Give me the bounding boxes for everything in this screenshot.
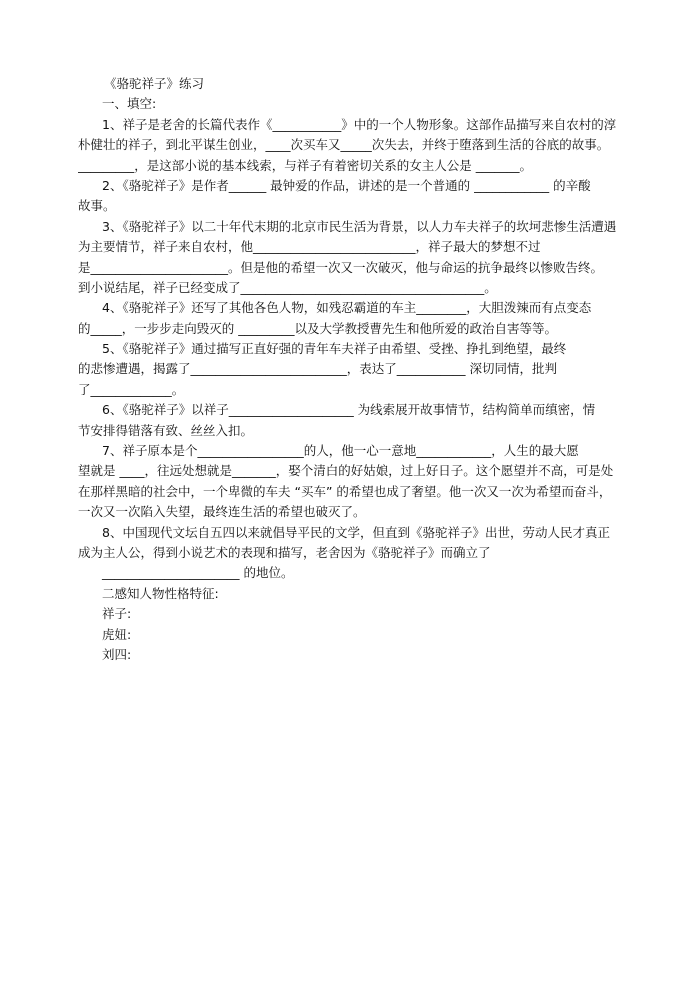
- question-4: [78, 298, 638, 339]
- document-title: 《骆驼祥子》练习: [104, 76, 205, 91]
- question-3-line-2: 为主要情节，祥子来自农村，他__________________________，祥子最大的梦想不过: [78, 239, 541, 255]
- question-5: [78, 339, 638, 400]
- question-6: [78, 400, 638, 441]
- question-7-line-1: 7、祥子原本是个_________________的人，他一心一意地____________，人生的最大愿: [102, 443, 579, 459]
- question-1-line-3: _________，是这部小说的基本线索，与祥子有着密切关系的女主人公是 _______。: [78, 157, 532, 173]
- question-4-line-1: 4、《骆驼祥子》还写了其他各色人物，如残忍霸道的车主________，大胆泼辣而有点变态: [102, 300, 592, 316]
- question-6-line-1: 6、《骆驼祥子》以祥子____________________ 为线索展开故事情节，结构简单而缜密，情: [102, 402, 596, 418]
- character-huniu: 虎妞:: [102, 626, 132, 642]
- question-6-line-2: 节安排得错落有致、丝丝入扣。: [78, 422, 254, 438]
- question-3-line-4: 到小说结尾，祥子已经变成了_______________________________________。: [78, 279, 497, 295]
- question-2-line-2: 故事。: [78, 198, 116, 214]
- question-7-line-4: 一次又一次陷入失望，最终连生活的希望也破灭了。: [78, 504, 366, 520]
- question-7: [78, 441, 638, 523]
- question-8-line-2: 成为主人公，得到小说艺术的表现和描写，老舍因为《骆驼祥子》而确立了: [78, 544, 491, 560]
- character-xiangzi: 祥子:: [102, 606, 132, 622]
- question-3: [78, 217, 638, 299]
- question-7-line-3: 在那样黑暗的社会中，一个卑微的车夫 “买车” 的希望也成了奢望。他一次又一次为希望而奋斗，: [78, 483, 612, 499]
- question-1: [78, 115, 638, 176]
- question-2: [78, 176, 638, 217]
- question-3-line-3: 是______________________。但是他的希望一次又一次破灭，他与命运的抗争最终以惨败告终。: [78, 259, 604, 275]
- section-heading-fill-in: 一、填空:: [102, 96, 157, 112]
- question-1-line-2: 朴健壮的祥子，到北平谋生创业，____次买车又_____次失去，并终于堕落到生活的谷底的故事。: [78, 137, 610, 153]
- question-7-line-2: 望就是 ____，往远处想就是_______，娶个清白的好姑娘，过上好日子。这个愿望并不高，可是处: [78, 463, 614, 479]
- question-3-line-1: 3、《骆驼祥子》以二十年代末期的北京市民生活为背景，以人力车夫祥子的坎坷悲惨生活遭遇: [102, 218, 617, 234]
- question-2-line-1: 2、《骆驼祥子》是作者______ 最钟爱的作品，讲述的是一个普通的 ____________ 的辛酸: [102, 177, 591, 193]
- question-8-line-1: 8、中国现代文坛自五四以来就倡导平民的文学，但直到《骆驼祥子》出世，劳动人民才真正: [102, 524, 610, 540]
- question-4-line-2: 的_____，一步步走向毁灭的 _________以及大学教授曹先生和他所爱的政治自害等等。: [78, 320, 557, 336]
- character-liusi: 刘四:: [102, 646, 132, 662]
- question-8-line-3: ______________________ 的地位。: [102, 565, 294, 581]
- section-heading-characters: 二感知人物性格特征:: [102, 585, 219, 601]
- question-5-line-3: 了_____________。: [78, 381, 185, 397]
- question-5-line-1: 5、《骆驼祥子》通过描写正直好强的青年车夫祥子由希望、受挫、挣扎到绝望，最终: [102, 341, 567, 357]
- question-8: [78, 523, 638, 584]
- worksheet-body: [78, 74, 638, 665]
- question-5-line-2: 的悲惨遭遇，揭露了_________________________，表达了___________ 深切同情，批判: [78, 361, 557, 377]
- question-1-line-1: 1、祥子是老舍的长篇代表作《___________》中的一个人物形象。这部作品描写来自农村的淳: [102, 116, 617, 132]
